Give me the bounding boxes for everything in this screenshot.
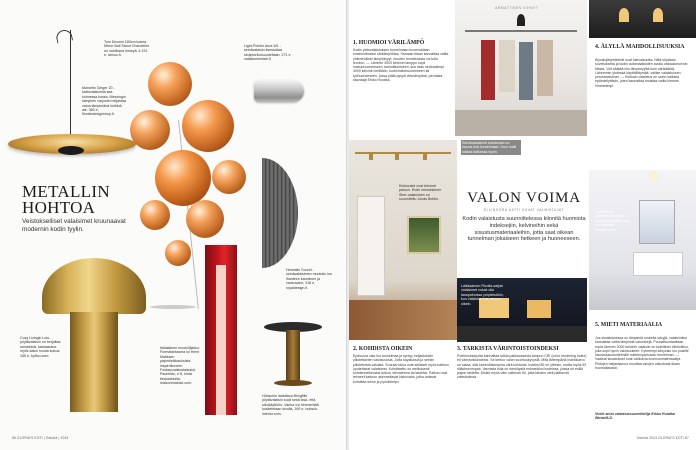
section-3-heading: 3. TARKISTA VÄRINTOISTOINDEKSI [457, 346, 559, 352]
photo-living-room [349, 140, 457, 340]
caption-cozy-living: Cozy Livingin Lulu-pöytävalaisin on herjaltaa messinkiä, kastaavana myös kaksi muuta kokoa. 155 e, byflou.com. [20, 336, 61, 358]
right-footer: Ostoita 2024 GLORIA'S KOTI 87 [636, 436, 689, 440]
bringfille-base [274, 380, 312, 386]
right-hero-title: VALON VOIMA [467, 190, 581, 206]
left-page [0, 0, 347, 450]
bathroom-spot [651, 174, 657, 178]
caption-right-photo4: Laikkaamon Rivolla-sarjan valaisimet voivat olla tasapainossa ympäristöön, kun valaistus toteutetaan oikein. [461, 284, 504, 306]
wardrobe-pendant [517, 14, 525, 26]
mirror-ball-sphere [140, 200, 170, 230]
bathroom-mirror [639, 200, 675, 244]
red-fold-lamp-inner [216, 265, 226, 415]
ginger-pendant-bulb [58, 146, 84, 155]
caption-marsetin: Marsetin Ginger 20 -kattovalaisimia saa kolmessa kossa. Messingin sävyinen varjostin heijastaa valoa lämpimänä heikinä, alk. 380 e, finnishdesignshop.fi. [82, 86, 126, 117]
wardrobe-floor [455, 110, 587, 136]
mirror-ball-sphere [130, 110, 170, 150]
ginger-pendant-cord [70, 30, 71, 142]
sound-wall-light [262, 158, 334, 268]
caption-hubschin: Hübschin ladattava Bringfille pöytävalaisin sopii sekä sisä- että ulkokäyttöön. Vanha voi himmentää kosketetaan sivulla, 169 e, hubsch-interior.com. [262, 394, 319, 416]
bringfille-stem [286, 330, 300, 382]
section-2-heading: 2. KOHDISTA OIKEIN [353, 346, 413, 352]
left-hero-title [22, 184, 142, 216]
section-5-body: Jos sisustuksessa on lämpimiä ruskeita sävyjä, valaisimiksi kannattaa valita lämpimiä valovärejä. Puunakkontaaltaan myös lämmin 2000 kelvinin valaisiin on todellinen tähtivalisu, joka sopii hyvin valoisuuteen. Kylmempi sävyvalo luo puisille sisustussuunnitelmille mieleenpainuvan tunnelman. — Vaaleat sisustukset ovat valikoivia luonnonmateriaaleja. Pintojen heijastavuus muuttaa valojen vaikutusta tilaan huomattavasti. [595, 336, 689, 371]
section-4-heading: 4. ÄLYLLÄ MAHDOLLISUUKSIA [595, 44, 685, 50]
quote-author: Vinkit antoi valaistussuunnittelija Erkko Huraika Wintal/ILD. [595, 412, 675, 421]
section-1-heading: 1. HUOMIOI VÄRILÄMPÖ [353, 40, 425, 46]
track-light-spot [423, 154, 427, 160]
caption-tom-dixon: Tom Dixonin 180cm kokea Mirror Ball Stand Chandelier on valoillana ihmeyä, 4 231 e, lamuo.fi. [104, 40, 150, 58]
mirror-ball-sphere [212, 160, 246, 194]
mirror-ball-sphere [155, 150, 211, 206]
wardrobe-track [465, 30, 577, 32]
section-1-body: Kodin yleisvalaistuksen tunnelmaan huomioidaan ensimmäiseksi värilämpötilaa. Samaan tilaan kannattaa valita yhtenevälset lämpöäsyyt, muuten tunnelmasta voi tulla levoton. — Lämmin 3000 kelvinin lamppu sopii makuuhuoneeseen rauhoittumiseen, kun taas neutraalimpi 4000 kelvinin keittiöön, kodinhoitohuoneeseen tai työhuoneeseen, jossa pitää pysyä virkeämpänä, perustaa sisustaja Erkko Huraika. [353, 48, 449, 83]
caption-right-photo3: Upotettavat vaiveilokohteisella hyödynnettäväksi saa tuikopistetta sisustukseen. [595, 210, 630, 232]
track-light-spot [395, 154, 399, 160]
right-hero-subtitle: Kodin valaistusta suunnittelessa kiinnitä huomiota indeksejiin, kelvineihin sekä sisustusmateriaaleihin, jotta saat oikean tunnelman jokaiseen hetkeen ja huoneeseen. [462, 216, 586, 243]
caption-herstal: Herstalin Sound -seinävalaisimen muotoilu luo ihanteen kauniinen ja varisuvalot, 318 e, royaldesign.fi. [286, 268, 332, 290]
left-footer: 86 GLORIA'S KOTI | Ostoita | 2024 [12, 436, 69, 440]
track-light-spot [369, 154, 373, 160]
wardrobe-garment [537, 40, 553, 96]
left-hero-subtitle: Veistokselliset valaisimet kruunaavat modernin kodin tyylin. [22, 218, 126, 233]
living-room-floor [349, 300, 457, 340]
left-hero-title-line2: HOHTOA [22, 198, 96, 217]
section-4-body: Älyvalojärjestelmät ovat tulevaisuutta. Niitä ohjataan sovelluksella ja kodin automaatioiden avulla valosaturoinnin tilasta. Voit säätää niin lämpimyyttä kuin värisäätöä. Lähemmin yhdessä käyttöliittymää, valitse valaistuksen perusasetukset. — Kirkkain valaistus on usein kaikista epämiellyttävin, joten kannattaa muistaa valita hieman himmeämpi. [595, 58, 688, 88]
section-5-heading: 5. MIETI MATERIAALIA [595, 322, 663, 328]
wardrobe-garment [519, 42, 533, 100]
mirror-ball-sphere [186, 200, 224, 238]
caption-italialainen: Italialainen muotoilijaduo Formafantasma loi Henri Matissen paperileikkauksista inspiroituneen Foldaryvaisinaiaisuksi. Pauletsto, e·8, hinta tiedusteluilla, malsonmatose.com. [160, 346, 200, 386]
wardrobe-garment [481, 40, 495, 100]
wardrobe-garment [499, 40, 515, 92]
caption-right-photo2: Seinävalaisimet kohdevalo on kaunis lisä tunnelmaan. Uusi malli loistaa kaikessa hyvin. [461, 140, 521, 155]
photo-bathroom [589, 170, 696, 310]
photo-top-text: ARMATTISEN VIHNYT [495, 6, 539, 10]
photo-kitchen [589, 0, 696, 38]
mirror-ball-sphere [148, 62, 192, 106]
kitchen-pendant [619, 8, 629, 22]
living-room-door [357, 196, 385, 296]
section-3-body: Pohtimoksepolta kannattaa tutkia pakkauksesta lampun CRI (color rendering index) eli värintoistoindeksi. Se kertoo valon suorituskyvystä. Mitä lähempänä indeksiarvo on sataa, sitä luonnollisempina värit toistuvat. Indeksi 80 on yleinen, mutta myös 90 rilläkhsenmpaa. Varmista tulla on merkitystä esimerkiksi kodeissa, joissa on esillä paljon taidetta. Etsikö myös väin valinnan 90, jotta taloten värit pääsevät oikeuksiinsa. [457, 354, 587, 380]
aura-wall-light [254, 80, 304, 102]
section-2-body: Epäsuora valo luo tunnelmaa ja syntyy heijastuksiin piilotettavien valoisuuksia. Jotta kayatuksia ja seiniin piilotetuista valoista. Suoraa valoa ovat sellaiset myös kattoon upotettavat valaisimet. Kohdistettu on melkoisesti kohdennettavaksi tuikoa, tehosteena tai taidetta. Paikun ovat tehneet kattoon asennettavat kiskovalot, jotka antavat kohdetta sinne ja pyörähtelyn. [353, 354, 449, 384]
lulu-lamp-shade [42, 258, 146, 314]
photo-wardrobe [455, 0, 587, 136]
lulu-lamp-body [70, 312, 118, 412]
mirror-ball-sphere [165, 240, 191, 266]
exterior-path [457, 326, 587, 342]
living-room-artwork [407, 216, 441, 254]
right-page [349, 0, 696, 450]
right-hero-subtitle-small: ELLINOORA KATTI KUVAT VALMISTAJAT [483, 208, 565, 212]
caption-light-point: Light-Pointin Aura W1 -seinävalaisin itsestuttaa skulptorikoisuudeltaan, 271 e, valaisinmestari.fi. [244, 44, 292, 62]
kitchen-pendant [653, 8, 663, 22]
bathroom-cabinet [633, 252, 683, 276]
exterior-window [527, 300, 551, 318]
mirror-ball-base [150, 305, 196, 309]
mirror-ball-sphere [182, 100, 234, 152]
caption-right-photo1: Kiskovalot ovat tehneet paluun. Erdin messinkinen Sber-valaisimen on suunniteltu Jonas Bohlin. [399, 184, 442, 202]
left-hero-title-line1: METALLIN [22, 182, 110, 201]
